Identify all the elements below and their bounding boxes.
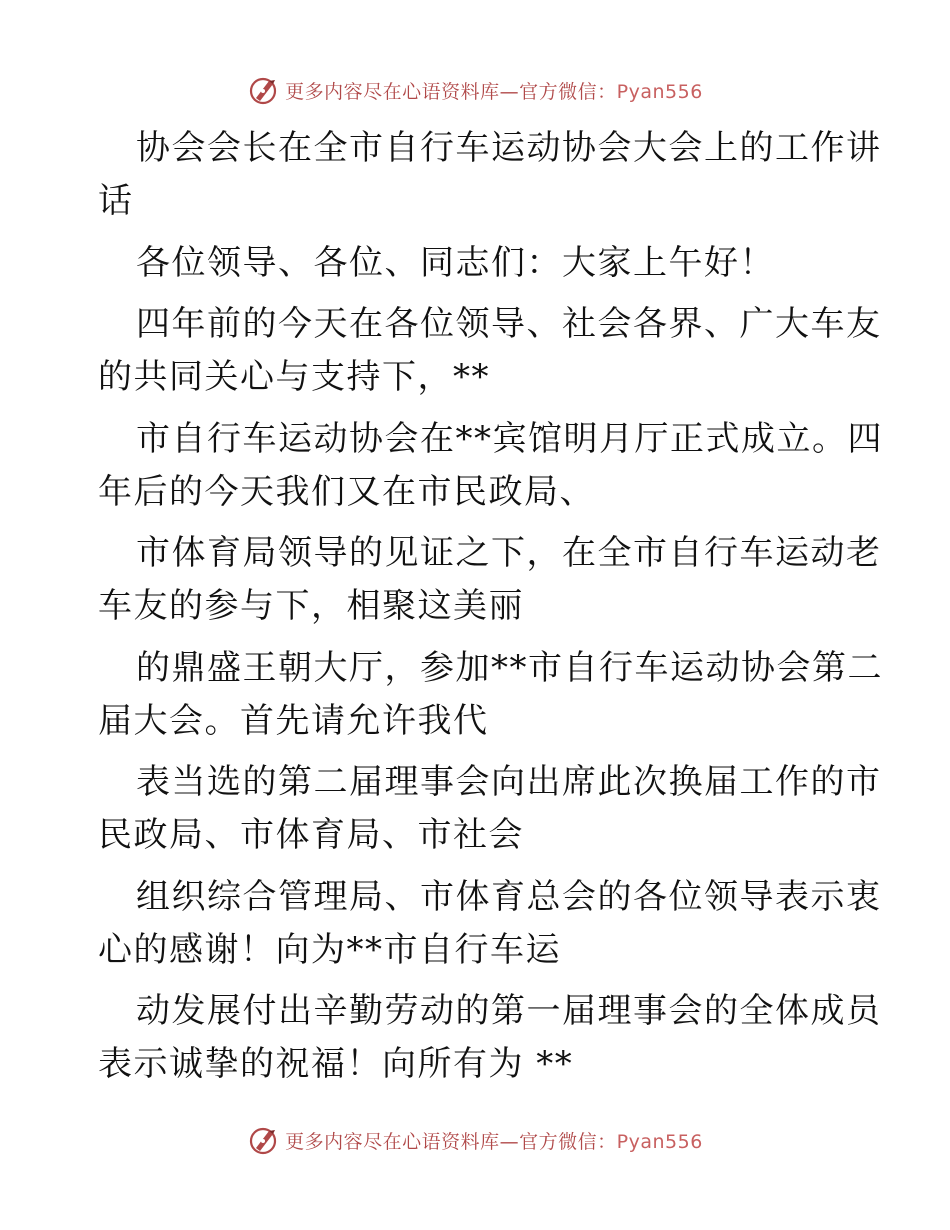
footer-watermark-text: [285, 1127, 703, 1154]
document-line: 的共同关心与支持下，**: [98, 357, 490, 397]
pen-nib-logo-icon: [247, 1124, 279, 1156]
watermark-label: 更多内容尽在心语资料库—官方微信：: [285, 1130, 617, 1153]
document-line: 话: [98, 181, 134, 221]
watermark-wechat-id: Pyan556: [616, 1130, 703, 1153]
document-line: 动发展付出辛勤劳动的第一届理事会的全体成员: [136, 991, 882, 1031]
footer-watermark: [0, 1120, 950, 1160]
document-line: 表当选的第二届理事会向出席此次换届工作的市: [136, 762, 882, 802]
document-line: 各位领导、各位、同志们：大家上午好！: [136, 242, 775, 283]
header-watermark-text: [285, 77, 703, 104]
watermark-wechat-id: Pyan556: [616, 80, 703, 103]
document-line: 年后的今天我们又在市民政局、: [98, 471, 595, 512]
document-body: [98, 122, 883, 1091]
pen-nib-logo-icon: [247, 74, 279, 106]
document-line: 市体育局领导的见证之下，在全市自行车运动老: [136, 533, 882, 573]
document-line: 四年前的今天在各位领导、社会各界、广大车友: [136, 304, 882, 344]
document-line: 届大会。首先请允许我代: [98, 700, 489, 741]
watermark-label: 更多内容尽在心语资料库—官方微信：: [285, 80, 617, 103]
document-line: 表示诚挚的祝福！向所有为 **: [98, 1044, 574, 1084]
document-line: 的鼎盛王朝大厅，参加**市自行车运动协会第二: [136, 647, 883, 688]
document-line: 车友的参与下，相聚这美丽: [98, 586, 524, 626]
document-line: 组织综合管理局、市体育总会的各位领导表示衷: [136, 876, 882, 917]
document-line: 协会会长在全市自行车运动协会大会上的工作讲: [136, 128, 882, 168]
document-line: 民政局、市体育局、市社会: [98, 815, 524, 855]
header-watermark: [0, 70, 950, 110]
footer-watermark-inner: [247, 1124, 703, 1156]
document-line: 心的感谢！向为**市自行车运: [98, 929, 561, 970]
document-line: 市自行车运动协会在**宾馆明月厅正式成立。四: [136, 418, 883, 459]
header-watermark-inner: [247, 74, 703, 106]
